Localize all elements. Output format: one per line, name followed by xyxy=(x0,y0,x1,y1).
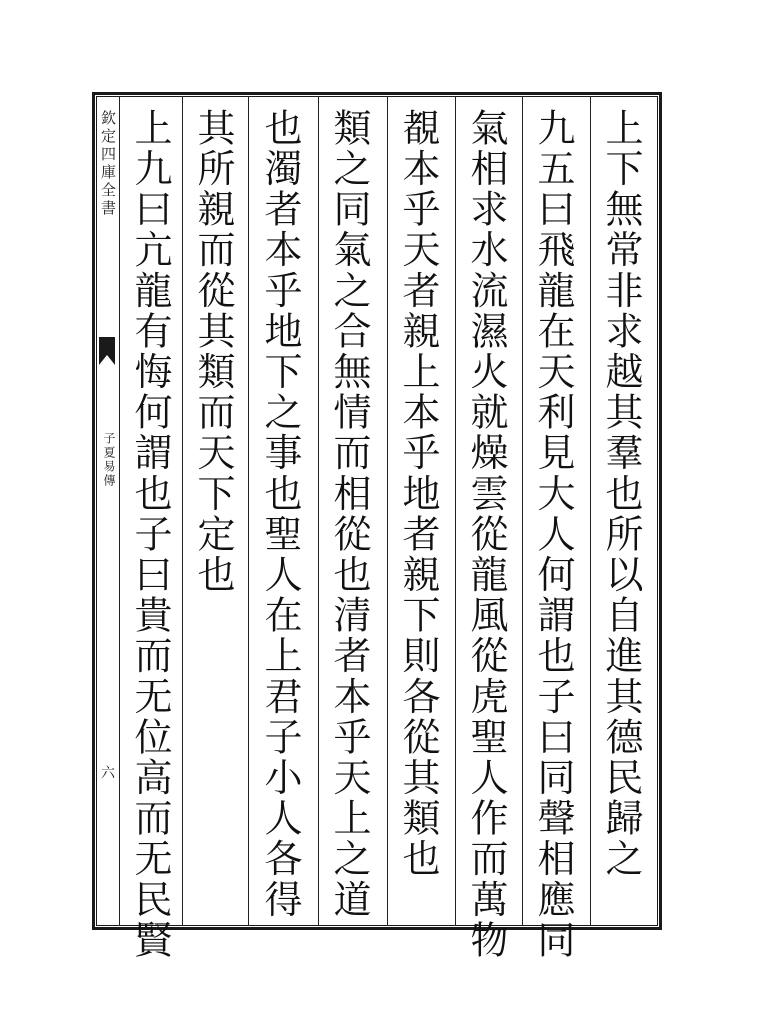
text-column-1: 上下無常非求越其羣也所以自進其德民歸之 xyxy=(599,108,643,880)
margin-page-number: 六 xyxy=(99,765,115,779)
margin-book-title: 子夏易傳 xyxy=(102,432,116,488)
column-rule xyxy=(119,96,120,926)
text-column-6: 也濁者本乎地下之事也聖人在上君子小人各得 xyxy=(258,108,302,920)
fishtail-mark-icon xyxy=(99,337,115,365)
column-rule xyxy=(387,96,388,926)
column-rule xyxy=(248,96,249,926)
text-column-8: 上九曰亢龍有悔何謂也子曰貴而无位高而无民賢 xyxy=(128,108,172,961)
margin-collection-title: 欽定四庫全書 xyxy=(99,110,117,218)
text-column-5: 類之同氣之合無情而相從也清者本乎天上之道 xyxy=(327,108,371,920)
column-rule xyxy=(318,96,319,926)
text-column-2: 九五曰飛龍在天利見大人何謂也子曰同聲相應同 xyxy=(531,108,575,961)
column-rule xyxy=(455,96,456,926)
column-rule xyxy=(590,96,591,926)
text-column-4: 覩本乎天者親上本乎地者親下則各從其類也 xyxy=(396,108,440,880)
text-column-3: 氣相求水流濕火就燥雲從龍風從虎聖人作而萬物 xyxy=(464,108,508,961)
column-rule xyxy=(522,96,523,926)
text-column-7: 其所親而從其類而天下定也 xyxy=(191,108,235,596)
column-rule xyxy=(182,96,183,926)
